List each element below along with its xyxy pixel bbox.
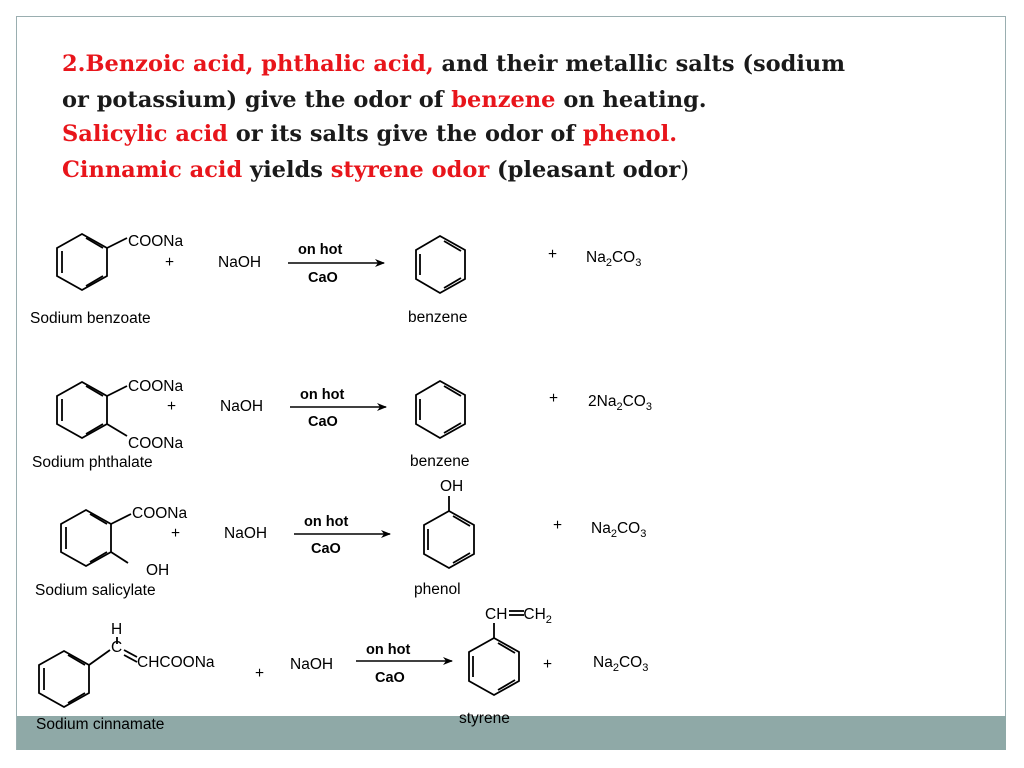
group-coona: COONa (128, 233, 184, 250)
byproduct-sub: 3 (635, 257, 642, 269)
text-benzene: benzene (451, 87, 556, 113)
plus-sign: + (549, 390, 559, 407)
plus-sign: + (543, 656, 553, 673)
byproduct-na: Na (593, 654, 613, 671)
reagent-naoh: NaOH (220, 398, 264, 415)
byproduct-co: CO (622, 393, 646, 410)
plus-sign: + (171, 525, 181, 542)
plus-sign: + (165, 254, 175, 271)
text-styrene-odor: styrene odor (330, 157, 490, 183)
byproduct-na: Na (591, 520, 611, 537)
condition-cao: CaO (308, 270, 338, 286)
byproduct-na2co3 (593, 654, 648, 674)
group-chcoona: CHCOONa (137, 654, 215, 671)
text-salicylic-acid: Salicylic acid (62, 121, 228, 147)
condition-on-hot: on hot (366, 642, 411, 658)
benzene-ring-icon (39, 637, 137, 707)
text-phenol: phenol. (582, 121, 678, 147)
byproduct-sub: 2 (616, 401, 623, 413)
byproduct-sub: 2 (605, 257, 612, 269)
vinyl-sub: 2 (545, 614, 552, 626)
group-coona-2: COONa (128, 435, 184, 452)
reaction-4 (36, 606, 648, 733)
benzene-ring-icon (57, 234, 127, 290)
vinyl-ch: CH (485, 606, 508, 623)
condition-on-hot: on hot (300, 387, 345, 403)
condition-cao: CaO (375, 670, 405, 686)
byproduct-co: CO (611, 249, 636, 266)
byproduct-na: Na (596, 393, 617, 410)
text-on-heating: on heating. (555, 87, 707, 113)
product-name: styrene (459, 710, 510, 727)
byproduct-sub: 2 (612, 662, 619, 674)
reactant-name: Sodium phthalate (32, 454, 153, 471)
reaction-3 (35, 478, 646, 599)
plus-sign: + (255, 665, 265, 682)
byproduct-sub: 3 (642, 662, 649, 674)
text-metallic-salts: and their metallic salts (sodium (433, 51, 846, 77)
product-name: phenol (414, 581, 461, 598)
condition-on-hot: on hot (298, 242, 343, 258)
byproduct-coef: 2 (588, 393, 597, 410)
text-potassium-odor: or potassium) give the odor of (62, 87, 452, 113)
reagent-naoh: NaOH (290, 656, 334, 673)
styrene-product-icon (469, 611, 524, 695)
product-name: benzene (410, 453, 470, 470)
group-oh: OH (146, 562, 170, 579)
reactant-name: Sodium salicylate (35, 582, 156, 599)
text-pleasant-odor: (pleasant odor (489, 157, 681, 183)
group-coona: COONa (132, 505, 188, 522)
benzene-ring-icon (61, 510, 131, 566)
condition-on-hot: on hot (304, 514, 349, 530)
product-group-oh: OH (440, 478, 464, 495)
byproduct-na: Na (586, 249, 606, 266)
group-h: H (111, 621, 123, 638)
benzene-product-icon (416, 236, 465, 293)
byproduct-sub: 3 (645, 401, 652, 413)
plus-sign: + (167, 398, 177, 415)
reagent-naoh: NaOH (218, 254, 262, 271)
reactant-name: Sodium benzoate (30, 310, 151, 327)
product-name: benzene (408, 309, 468, 326)
byproduct-na2co3 (586, 249, 641, 269)
condition-cao: CaO (311, 541, 341, 557)
text-yields: yields (242, 157, 331, 183)
text-benzoic-phthalic: 2.Benzoic acid, phthalic acid, (62, 51, 434, 77)
group-coona: COONa (128, 378, 184, 395)
reactant-name: Sodium cinnamate (36, 716, 165, 733)
text-salts-odor: or its salts give the odor of (227, 121, 583, 147)
plus-sign: + (553, 517, 563, 534)
byproduct-co: CO (616, 520, 641, 537)
text-cinnamic-acid: Cinnamic acid (62, 157, 243, 183)
reagent-naoh: NaOH (224, 525, 268, 542)
benzene-product-icon (416, 381, 465, 438)
byproduct-co: CO (618, 654, 643, 671)
group-c: C (111, 639, 123, 656)
benzene-ring-icon (57, 382, 127, 438)
byproduct-sub: 3 (640, 528, 647, 540)
text-close-paren: ) (680, 157, 690, 183)
byproduct-2na2co3 (588, 393, 652, 413)
byproduct-sub: 2 (610, 528, 617, 540)
byproduct-na2co3 (591, 520, 646, 540)
phenol-product-icon (424, 496, 474, 568)
product-group-vinyl (485, 606, 552, 626)
plus-sign: + (548, 246, 558, 263)
condition-cao: CaO (308, 414, 338, 430)
vinyl-ch2: CH (523, 606, 546, 623)
reaction-1 (30, 233, 641, 327)
reaction-2 (32, 378, 652, 471)
